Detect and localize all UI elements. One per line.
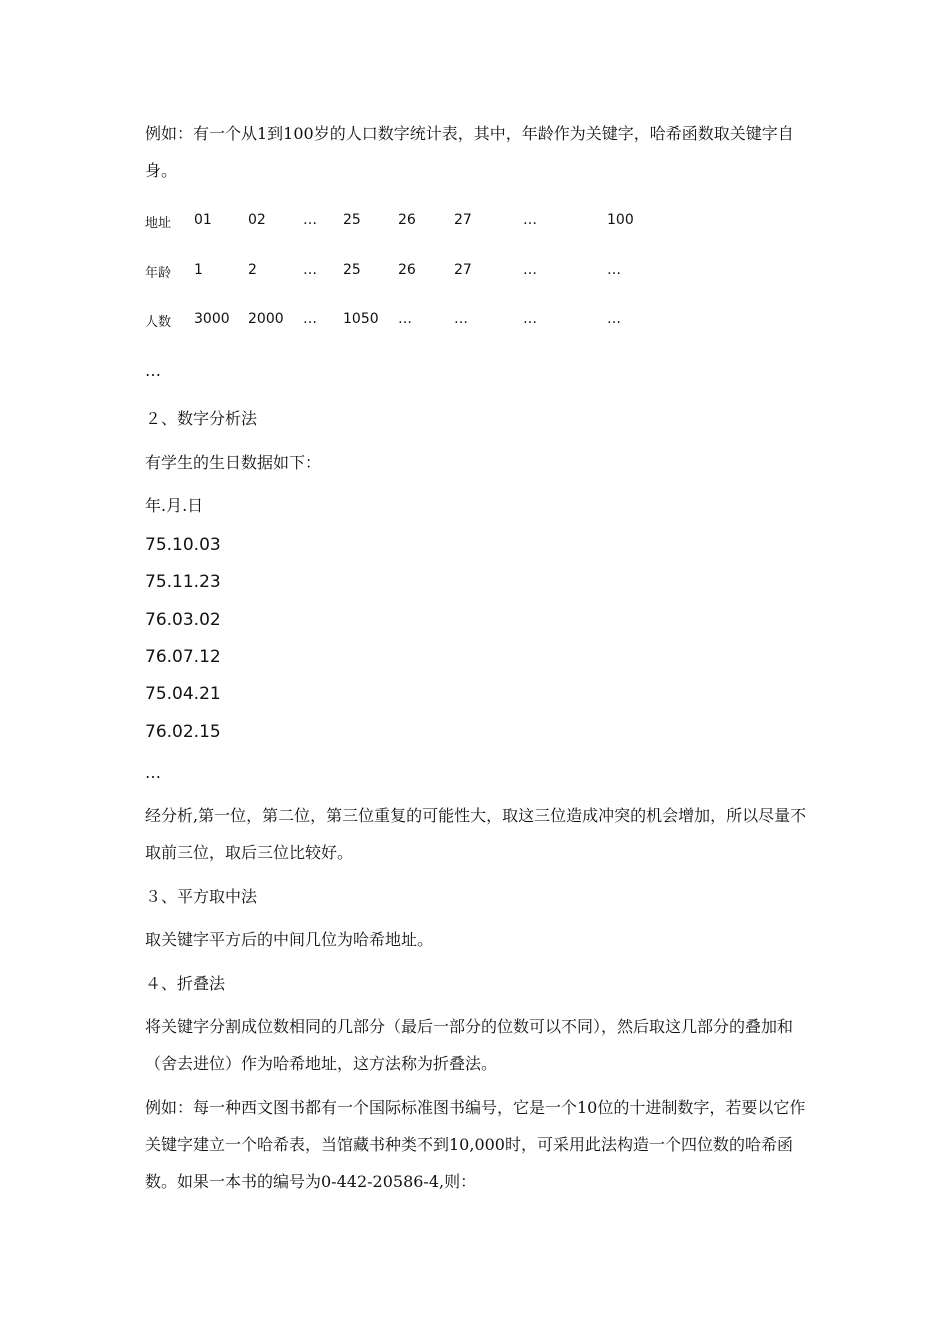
table-cell: … [607, 262, 621, 278]
date-item: 75.04.21 [145, 684, 221, 704]
ellipsis-text: … [145, 763, 161, 782]
table-cell: … [398, 311, 412, 327]
date-item: 76.02.15 [145, 722, 221, 742]
date-format-label: 年.月.日 [145, 496, 204, 515]
table-cell: 26 [398, 212, 416, 228]
table-row-count [145, 311, 810, 335]
table-cell: … [607, 311, 621, 327]
table-cell: … [523, 311, 537, 327]
table-cell: 01 [194, 212, 212, 228]
table-cell: 27 [454, 212, 472, 228]
table-cell: 100 [607, 212, 634, 228]
section-heading-digit-analysis: ２、数字分析法 [145, 409, 258, 428]
paragraph-birthday-intro: 有学生的生日数据如下： [145, 453, 322, 472]
row-label: 年龄 [145, 266, 172, 281]
table-cell: … [303, 212, 317, 228]
table-cell: … [523, 262, 537, 278]
ellipsis-text: … [145, 361, 161, 380]
date-item: 75.11.23 [145, 572, 221, 592]
paragraph-example-age: 例如：有一个从1到100岁的人口数字统计表，其中，年龄作为关键字，哈希函数取关键字自身。 [145, 124, 794, 180]
paragraph-folding: 将关键字分割成位数相同的几部分（最后一部分的位数可以不同），然后取这几部分的叠加和（舍去进位）作为哈希地址，这方法称为折叠法。 [145, 1017, 794, 1073]
table-cell: … [303, 262, 317, 278]
row-label: 地址 [145, 216, 172, 231]
table-cell: … [454, 311, 468, 327]
paragraph-isbn-example: 例如：每一种西文图书都有一个国际标准图书编号，它是一个10位的十进制数字，若要以它作关键字建立一个哈希表，当馆藏书种类不到10,000时，可采用此法构造一个四位数的哈希函数。如果一本书的编号为0-442-20586-4,则： [145, 1098, 806, 1191]
table-cell: 3000 [194, 311, 230, 327]
table-cell: 1 [194, 262, 203, 278]
date-item: 75.10.03 [145, 535, 221, 555]
table-cell: … [523, 212, 537, 228]
table-cell: 1050 [343, 311, 379, 327]
row-label: 人数 [145, 315, 172, 330]
table-cell: … [303, 311, 317, 327]
paragraph-analysis: 经分析,第一位，第二位，第三位重复的可能性大，取这三位造成冲突的机会增加，所以尽量不取前三位，取后三位比较好。 [145, 806, 807, 862]
table-cell: 2 [248, 262, 257, 278]
table-cell: 25 [343, 262, 361, 278]
table-cell: 26 [398, 262, 416, 278]
table-row-address [145, 212, 810, 236]
table-cell: 27 [454, 262, 472, 278]
table-cell: 2000 [248, 311, 284, 327]
section-heading-mid-square: ３、平方取中法 [145, 887, 258, 906]
table-cell: 02 [248, 212, 266, 228]
section-heading-folding: ４、折叠法 [145, 974, 226, 993]
paragraph-mid-square: 取关键字平方后的中间几位为哈希地址。 [145, 930, 434, 949]
table-row-age [145, 262, 810, 286]
date-item: 76.03.02 [145, 610, 221, 630]
date-item: 76.07.12 [145, 647, 221, 667]
table-cell: 25 [343, 212, 361, 228]
